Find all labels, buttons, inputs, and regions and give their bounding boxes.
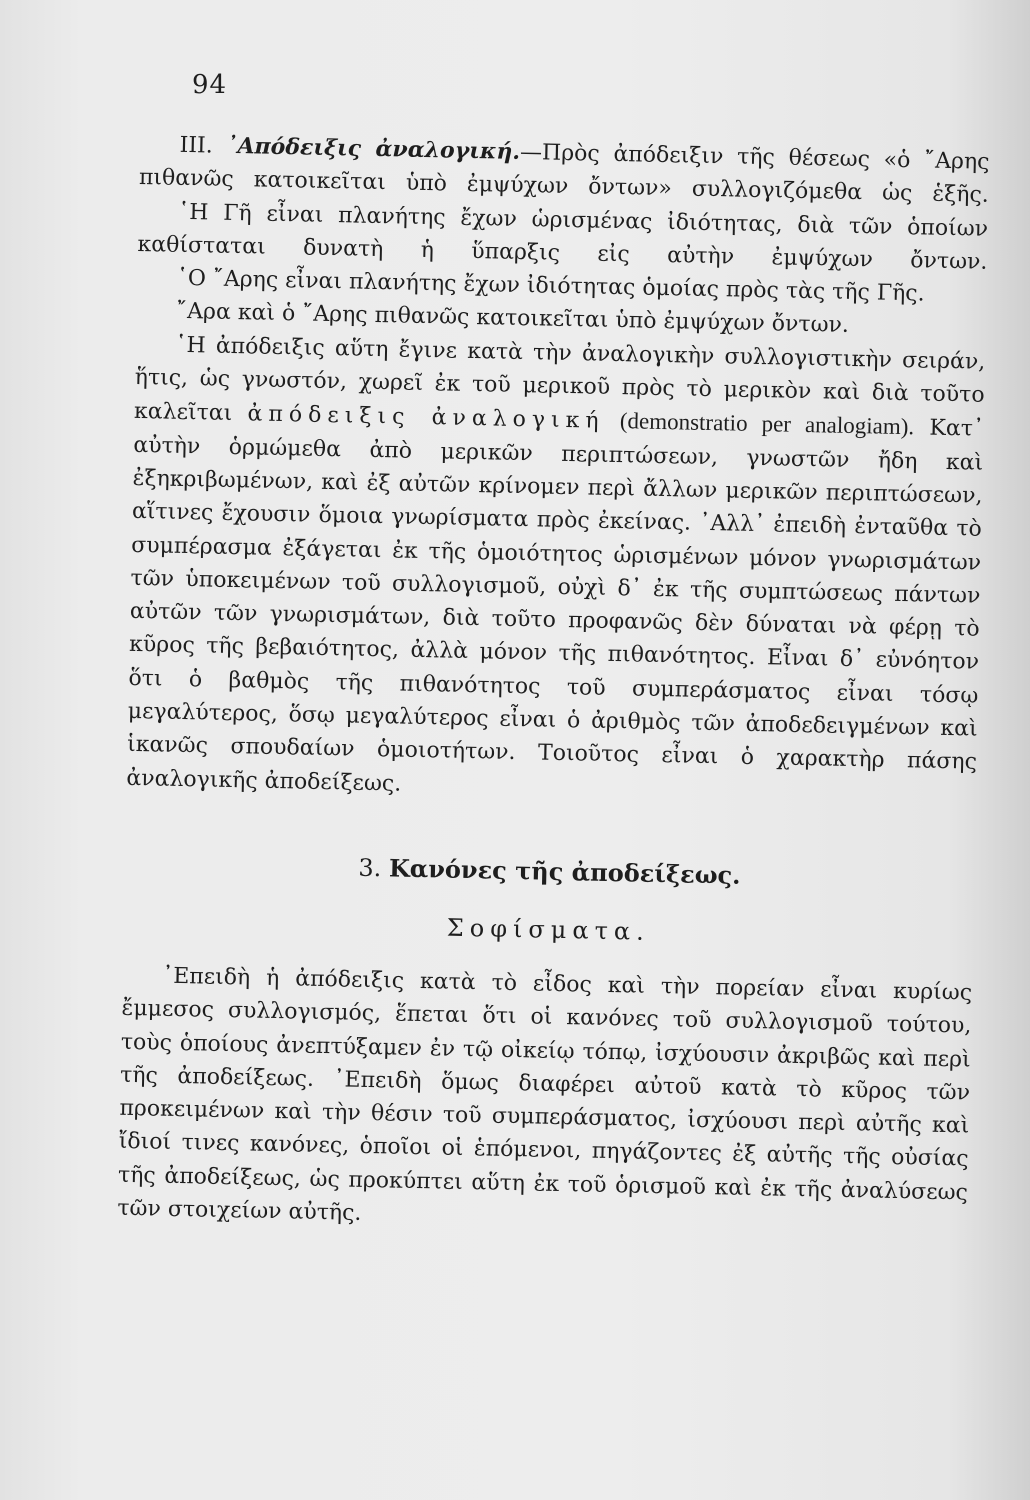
- section-3-title: Κανόνες τῆς ἀποδείξεως.: [388, 853, 741, 890]
- conclusion: ῎Αρα καὶ ὁ ῎Αρης πιθανῶς κατοικεῖται ὑπὸ ἐμψύχων ὄντων.: [175, 299, 850, 339]
- page-number: 94: [192, 70, 228, 100]
- explanation-after-term: Κατ᾿ αὐτὴν ὁρμώμεθα ἀπὸ μερικῶν περιπτώσεων, γνωστῶν ἤδη καὶ ἐξηκριβωμένων, καὶ ἐξ αὐτῶν κρίνομεν περὶ ἄλλων μερικῶν περιπτώσεων, αἵτινες ἔχουσιν ὅμοια γνωρίσματα πρὸς ἐκείνας. ᾿Αλλ᾿ ἐπειδὴ ἐνταῦθα τὸ συμπέρασμα ἐξάγεται ἐκ τῆς ὁμοιότητος ὡρισμένων μόνον γνωρισμάτων τῶν ὑποκειμένων τοῦ συλλογισμοῦ, οὐχὶ δ᾿ ἐκ τῆς συμπτώσεως πάντων αὐτῶν τῶν γνωρισμάτων, διὰ τοῦτο προφανῶς δὲν δύναται νὰ φέρῃ τὸ κῦρος τῆς βεβαιότητος, ἀλλὰ μόνον τῆς πιθανότητος. Εἶναι δ᾿ εὐνόητον ὅτι ὁ βαθμὸς τῆς πιθανότητος τοῦ συμπεράσματος εἶναι τόσῳ μεγαλύτερος, ὅσῳ μεγαλύτερος εἶναι ὁ ἀριθμὸς τῶν ἀποδεδειγμένων καὶ ἱκανῶς σπουδαίων ὁμοιοτήτων. Τοιοῦτος εἶναι ὁ χαρακτὴρ πάσης ἀναλογικῆς ἀποδείξεως.: [126, 415, 985, 797]
- section-iii-title: ᾿Απόδειξις ἀναλογική.: [226, 132, 521, 165]
- explanation-paragraph: [126, 328, 986, 813]
- section-3-paragraph: ᾿Επειδὴ ἡ ἀπόδειξις κατὰ τὸ εἶδος καὶ τὴν πορείαν εἶναι κυρίως ἔμμεσος συλλογισμός, ἕπεται ὅτι οἱ κανόνες τοῦ συλλογισμοῦ τούτου, τοὺς ὁποίους ἀνεπτύξαμεν ἐν τῷ οἰκείῳ τόπῳ, ἰσχύουσιν ἀκριβῶς καὶ περὶ τῆς ἀποδείξεως. ᾿Επειδὴ ὅμως διαφέρει αὐτοῦ κατὰ τὸ κῦρος τῶν προκειμένων καὶ τὴν θέσιν τοῦ συμπεράσματος, ἰσχύουσι περὶ αὐτῆς καὶ ἴδιοί τινες κανόνες, ὁποῖοι οἱ ἑπόμενοι, πηγάζοντες ἐξ αὐτῆς τῆς οὐσίας τῆς ἀποδείξεως, ὡς προκύπτει αὕτη ἐκ τοῦ ὁρισμοῦ καὶ ἐκ τῆς ἀναλύσεως τῶν στοιχείων αὐτῆς.: [117, 963, 973, 1226]
- section-iii-label: III.: [179, 132, 213, 159]
- section-iii-block: [117, 128, 990, 1243]
- premise-2: ῾Ο ῎Αρης εἶναι πλανήτης ἔχων ἰδιότητας ὁμοίας πρὸς τὰς τῆς Γῆς.: [176, 265, 925, 307]
- section-3-heading: [124, 843, 975, 901]
- section-3-subtitle: Σοφίσματα.: [446, 913, 651, 946]
- section-3-number: 3.: [358, 853, 382, 883]
- latin-term: (demonstratio per analogiam).: [619, 408, 915, 440]
- premise-1: ῾Η Γῆ εἶναι πλανήτης ἔχων ὡρισμένας ἰδιότητας, διὰ τῶν ὁποίων καθίσταται δυνατὴ ἡ ὕπαρξις εἰς αὐτὴν ἐμψύχων ὄντων.: [137, 199, 989, 275]
- spaced-term: ἀπόδειξις ἀναλογική: [247, 401, 605, 435]
- section-iii-intro: —Πρὸς ἀπόδειξιν τῆς θέσεως «ὁ ῎Αρης πιθανῶς κατοικεῖται ὑπὸ ἐμψύχων ὄντων» συλλογιζόμεθα ὡς ἑξῆς.: [138, 139, 990, 209]
- explanation-before-term: ῾Η ἀπόδειξις αὕτη ἔγινε κατὰ τὴν ἀναλογικὴν συλλογιστικὴν σειράν, ἥτις, ὡς γνωστόν, χωρεῖ ἐκ τοῦ μερικοῦ πρὸς τὸ μερικὸν καὶ διὰ τοῦτο καλεῖται: [133, 332, 986, 427]
